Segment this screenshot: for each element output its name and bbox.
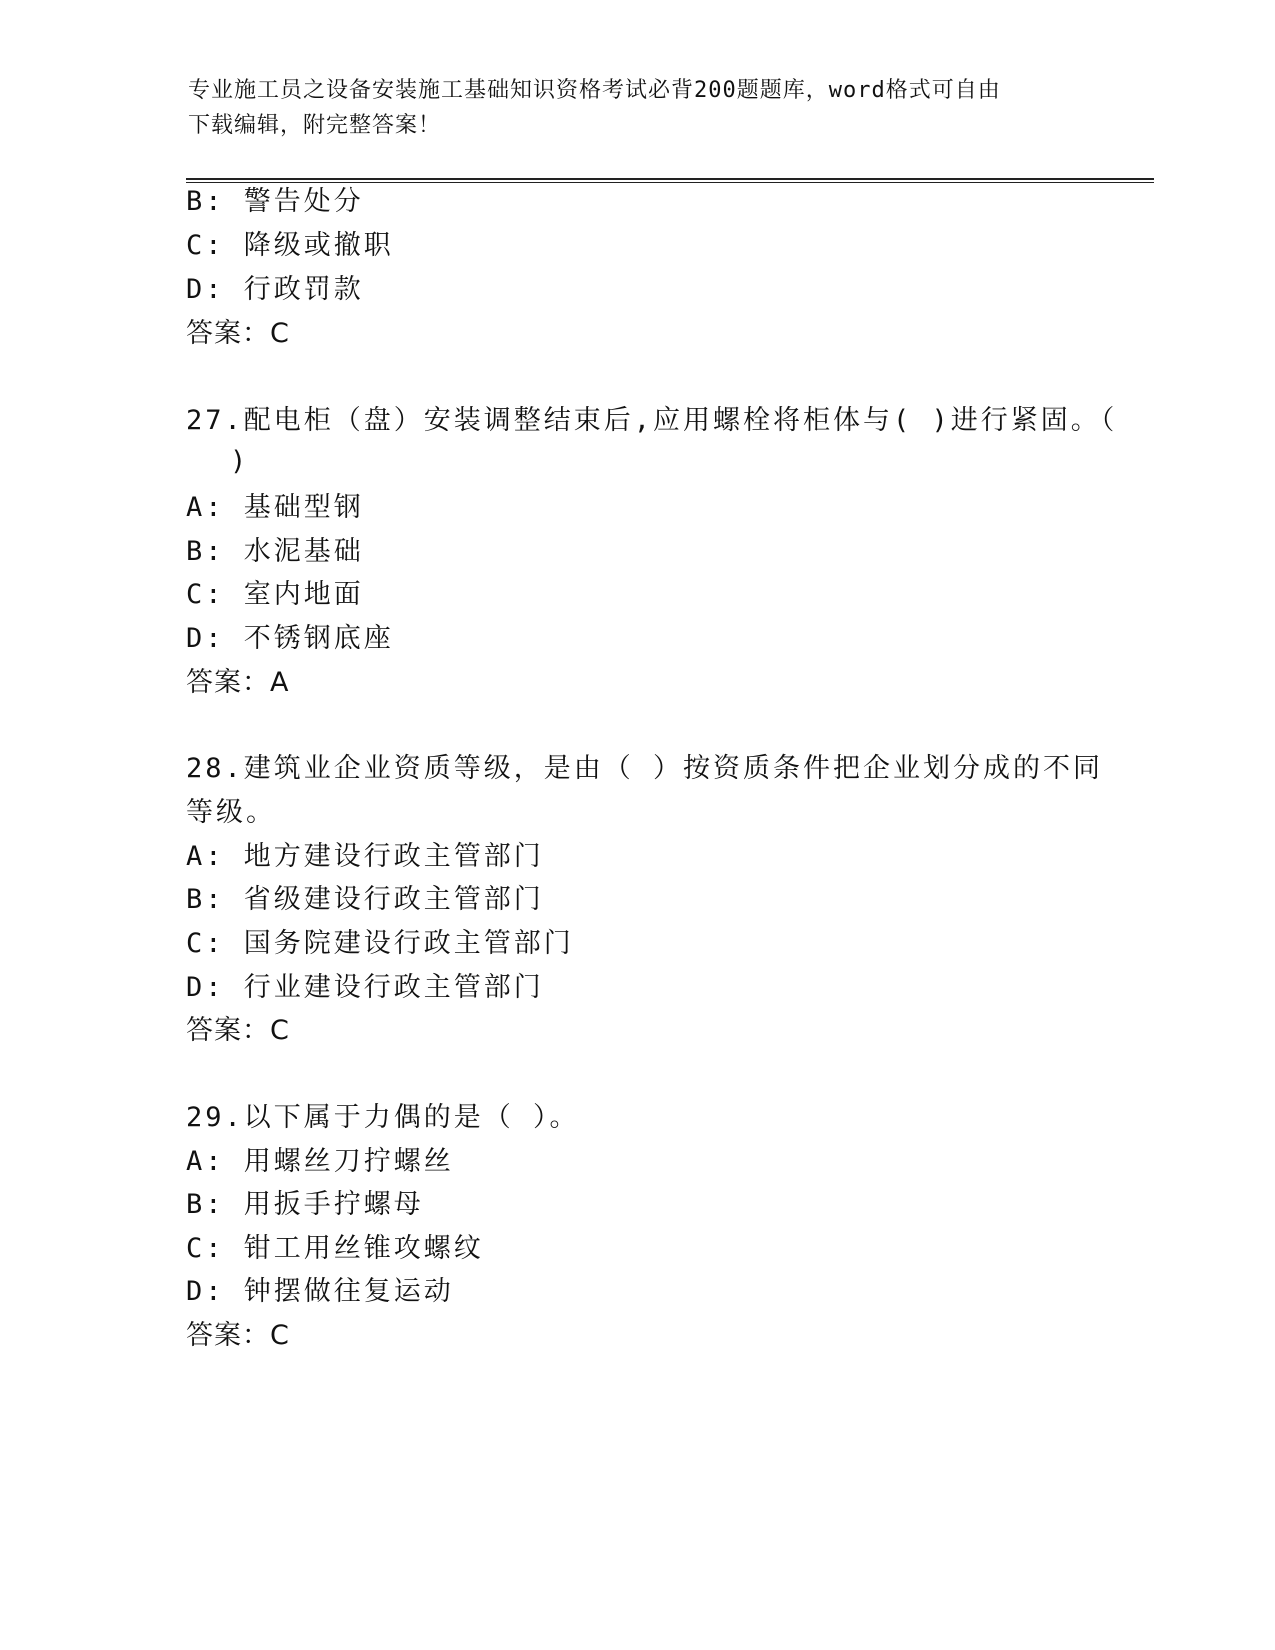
header-line-1: 专业施工员之设备安装施工基础知识资格考试必背200题题库，word格式可自由: [188, 78, 1001, 103]
option-d: D: 行政罚款: [186, 274, 364, 305]
question-28-option-d: D: 行业建设行政主管部门: [186, 972, 544, 1003]
question-29-option-b: B: 用扳手拧螺母: [186, 1189, 424, 1220]
option-b: B: 警告处分: [186, 186, 364, 217]
document-header: [188, 73, 1088, 143]
answer: 答案：C: [186, 318, 290, 349]
question-28-stem: 28.建筑业企业资质等级，是由（ ）按资质条件把企业划分成的不同: [186, 753, 1104, 784]
header-divider: [186, 178, 1154, 183]
question-29-option-c: C: 钳工用丝锥攻螺纹: [186, 1233, 484, 1264]
question-29-option-a: A: 用螺丝刀拧螺丝: [186, 1146, 454, 1177]
question-28-option-c: C: 国务院建设行政主管部门: [186, 928, 574, 959]
question-28-option-b: B: 省级建设行政主管部门: [186, 884, 544, 915]
question-28-stem-continued: 等级。: [186, 797, 276, 828]
question-27-option-b: B: 水泥基础: [186, 536, 364, 567]
question-29-answer: 答案：C: [186, 1320, 290, 1351]
question-27-option-d: D: 不锈钢底座: [186, 623, 394, 654]
question-27-option-c: C: 室内地面: [186, 579, 364, 610]
question-27-stem-continued: ): [230, 446, 250, 477]
option-c: C: 降级或撤职: [186, 230, 394, 261]
question-28-option-a: A: 地方建设行政主管部门: [186, 841, 544, 872]
question-27-option-a: A: 基础型钢: [186, 492, 364, 523]
question-28-answer: 答案：C: [186, 1015, 290, 1046]
header-line-2: 下载编辑，附完整答案！: [188, 113, 442, 138]
question-29-stem: 29.以下属于力偶的是（ ）。: [186, 1102, 580, 1133]
question-27-answer: 答案：A: [186, 667, 290, 698]
question-27-stem: 27.配电柜（盘）安装调整结束后,应用螺栓将柜体与( )进行紧固。（: [186, 405, 1118, 436]
question-29-option-d: D: 钟摆做往复运动: [186, 1276, 454, 1307]
